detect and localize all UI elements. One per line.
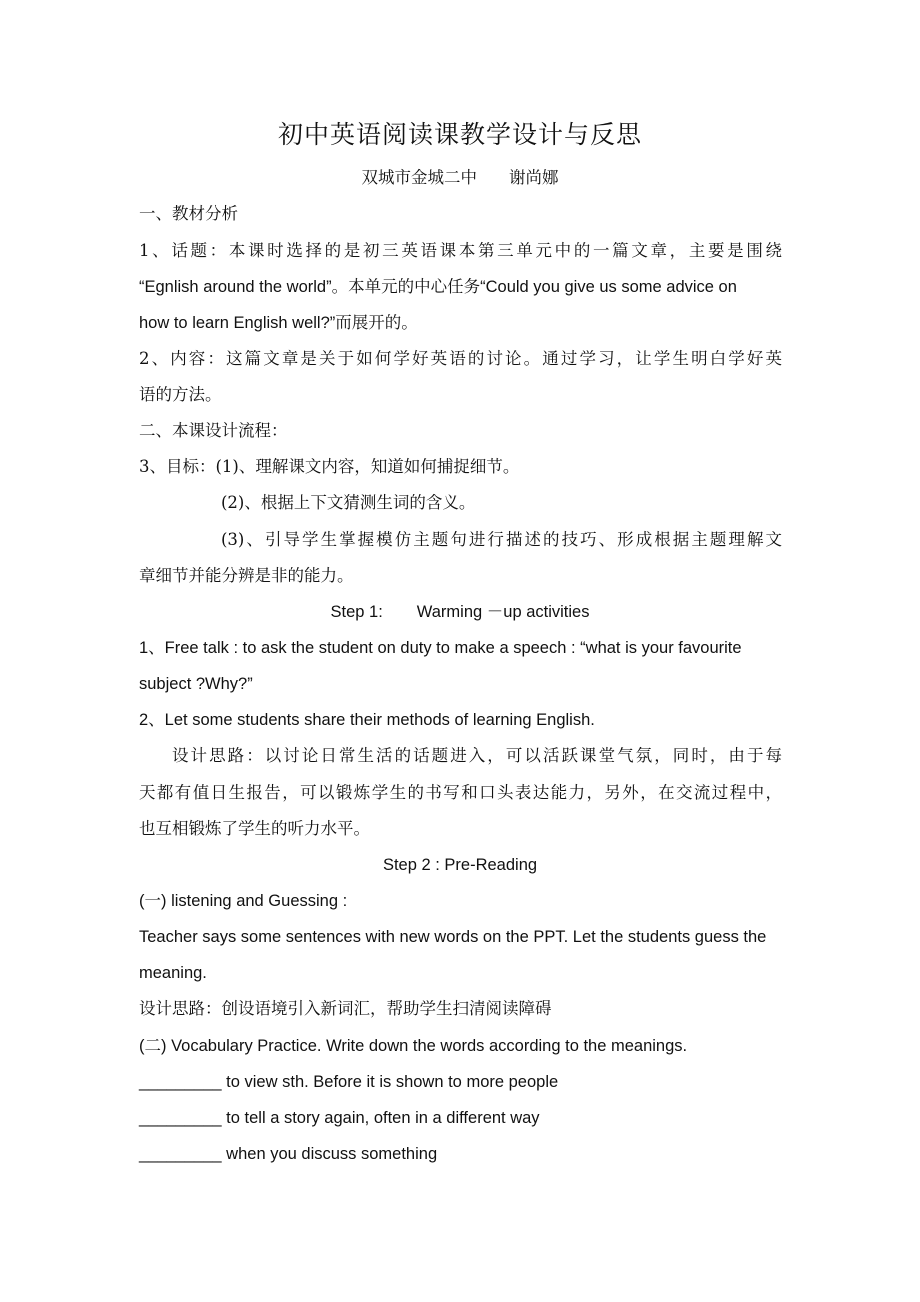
section1-heading: 一、教材分析 xyxy=(139,204,238,223)
step1-item1-line2: subject ?Why?” xyxy=(139,675,253,693)
section2-heading: 二、本课设计流程： xyxy=(139,421,288,440)
step2-part1-design: 设计思路：创设语境引入新词汇，帮助学生扫清阅读障碍 xyxy=(139,999,552,1018)
step2-part1-heading: (一) listening and Guessing : xyxy=(139,892,348,910)
goal-3-line-1: (3)、引导学生掌握模仿主题句进行描述的技巧、形成根据主题理解文 xyxy=(221,530,782,549)
step2-part1-line2: meaning. xyxy=(139,964,207,982)
goal-3-line-2: 章细节并能分辨是非的能力。 xyxy=(139,566,354,585)
document-title: 初中英语阅读课教学设计与反思 xyxy=(277,120,642,149)
step2-part2-heading: (二) Vocabulary Practice. Write down the words according to the meanings. xyxy=(139,1037,688,1055)
step2-heading: Step 2 : Pre-Reading xyxy=(382,856,538,874)
vocab-item: _________ when you discuss something xyxy=(139,1145,438,1163)
step1-design-line3: 也互相锻炼了学生的听力水平。 xyxy=(139,819,370,838)
step2-part1-line1: Teacher says some sentences with new words on the PPT. Let the students guess the xyxy=(139,928,767,946)
topic-line-2: “Egnlish around the world”。本单元的中心任务“Could you give us some advice on xyxy=(139,278,737,296)
step1-title: Warming －up activities xyxy=(416,603,590,621)
content-line-1: 2、内容：这篇文章是关于如何学好英语的讨论。通过学习，让学生明白学好英 xyxy=(139,349,782,368)
author-name: 谢尚娜 xyxy=(509,168,559,187)
goal-1: 3、目标：(1)、理解课文内容，知道如何捕捉细节。 xyxy=(139,457,520,476)
vocab-item: _________ to tell a story again, often in a different way xyxy=(139,1109,540,1127)
topic-line-3: how to learn English well?”而展开的。 xyxy=(139,314,418,332)
vocab-item: _________ to view sth. Before it is shown to more people xyxy=(139,1073,559,1091)
step1-label: Step 1: xyxy=(330,603,383,621)
content-line-2: 语的方法。 xyxy=(139,385,222,404)
author-line xyxy=(0,166,920,190)
step1-heading xyxy=(0,600,920,624)
goal-2: (2)、根据上下文猜测生词的含义。 xyxy=(221,493,476,512)
author-school: 双城市金城二中 xyxy=(361,168,477,187)
step1-item1-line1: 1、Free talk : to ask the student on duty to make a speech : “what is your favourite xyxy=(139,639,742,657)
step1-design-line2: 天都有值日生报告，可以锻炼学生的书写和口头表达能力，另外，在交流过程中， xyxy=(139,783,782,802)
step1-design-line1: 设计思路：以讨论日常生活的话题进入，可以活跃课堂气氛，同时，由于每 xyxy=(172,746,782,765)
topic-line-1: 1、话题：本课时选择的是初三英语课本第三单元中的一篇文章，主要是围绕 xyxy=(139,241,782,260)
step1-item2: 2、Let some students share their methods of learning English. xyxy=(139,711,595,729)
